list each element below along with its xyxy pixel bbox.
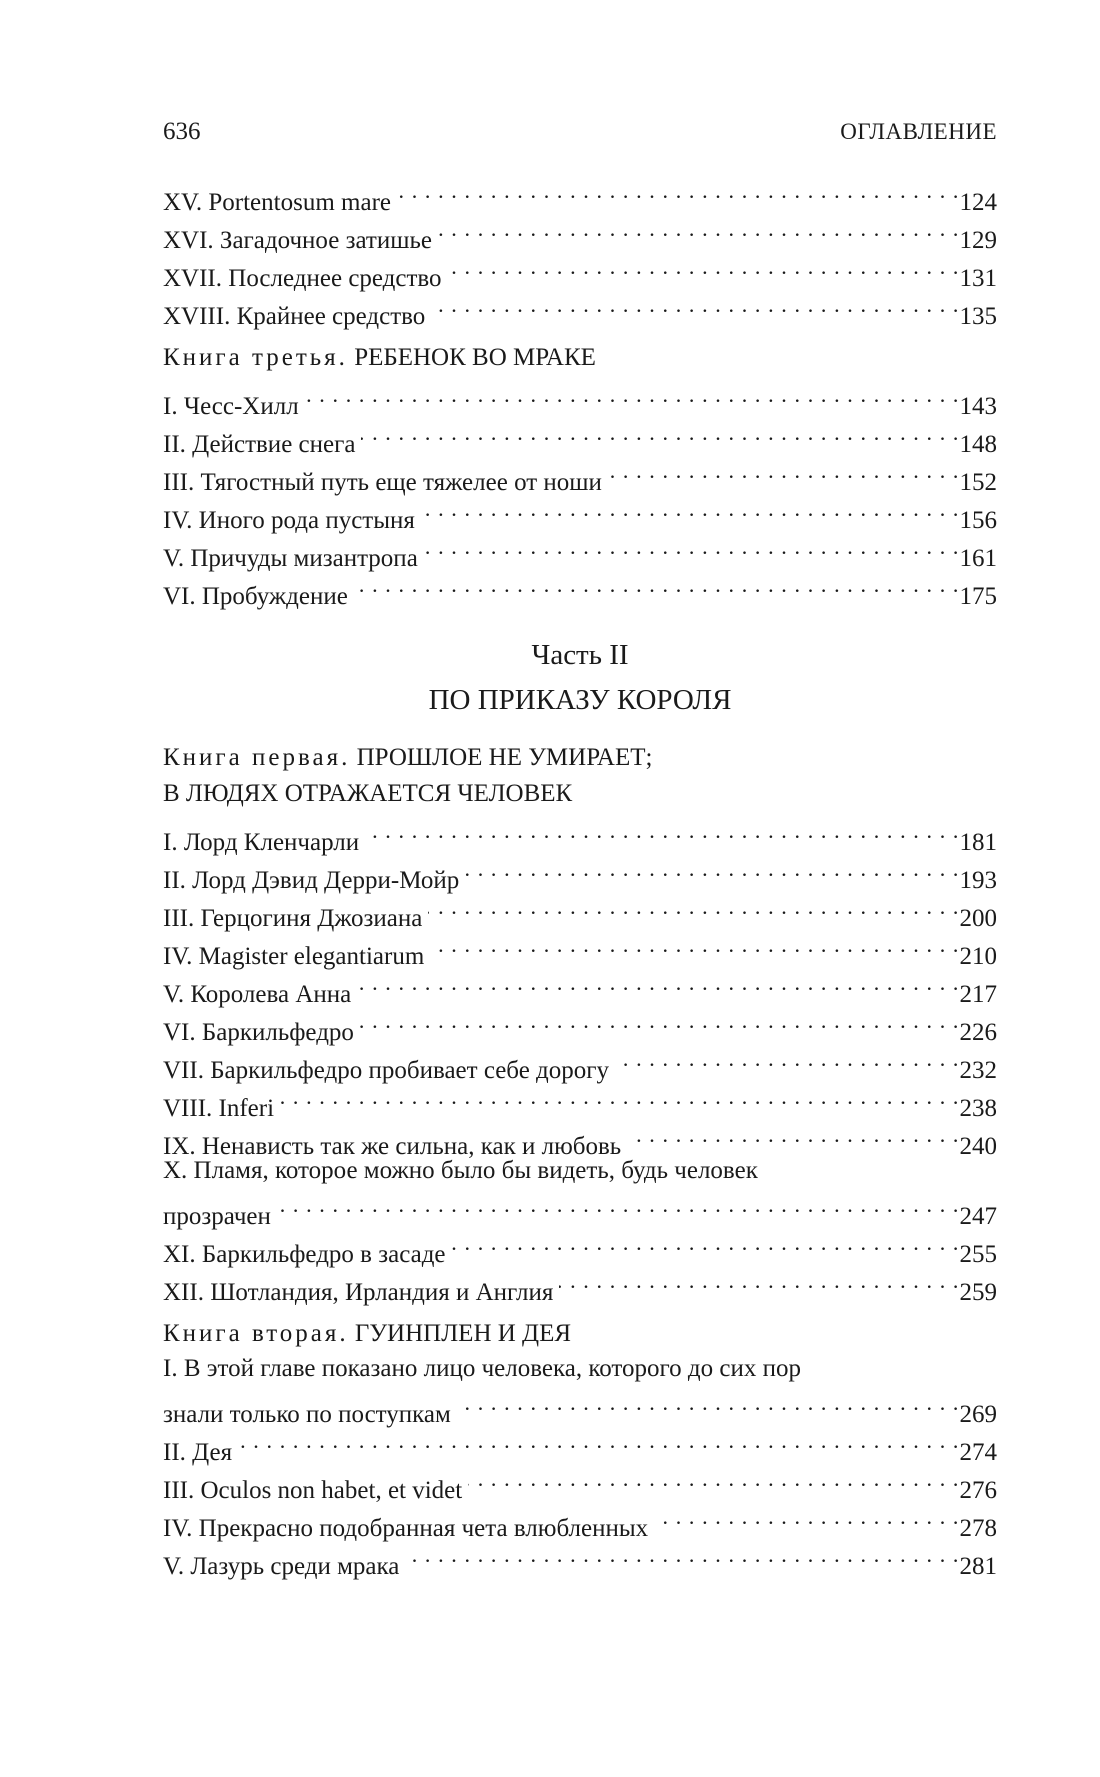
toc-entry-label: III. Герцогиня Джозиана [163, 905, 423, 932]
toc-entry-multiline [163, 1154, 997, 1230]
toc-entry-page: 226 [959, 1019, 997, 1046]
dot-leader [365, 812, 959, 850]
toc-entry-label: VI. Пробуждение [163, 583, 348, 610]
toc-entry-label: V. Причуды мизантропа [163, 545, 418, 572]
toc-entry-label: VI. Баркильфедро [163, 1019, 354, 1046]
toc-entry-label: I. Лорд Кленчарли [163, 829, 360, 856]
toc-entry-page: 193 [959, 867, 997, 894]
dot-leader [238, 1422, 959, 1460]
toc-entry-label-line1: X. Пламя, которое можно было бы видеть, будь человек [163, 1157, 758, 1184]
toc-entry-page: 259 [959, 1279, 997, 1306]
dot-leader [448, 248, 960, 286]
toc-entry-label: V. Королева Анна [163, 981, 352, 1008]
toc-book-one [163, 740, 997, 1306]
toc-entry-label: XVII. Последнее средство [163, 265, 442, 292]
dot-leader [428, 888, 959, 926]
toc-entry-label: IV. Magister elegantiarum [163, 943, 425, 970]
toc-entry-page: 175 [959, 583, 997, 610]
toc-entry-label: V. Лазурь среди мрака [163, 1553, 400, 1580]
toc-entry [163, 1116, 997, 1160]
toc-entry-page: 232 [959, 1057, 997, 1084]
dot-leader [424, 528, 960, 566]
page-number: 636 [163, 118, 201, 145]
dot-leader [457, 1384, 960, 1422]
toc-book-three [163, 340, 997, 610]
toc-entry [163, 376, 997, 420]
dot-leader [559, 1262, 959, 1300]
toc-entry-page: 124 [959, 189, 997, 216]
book-heading [163, 340, 997, 376]
running-head [163, 118, 997, 152]
part-heading [163, 634, 997, 722]
toc-entry [163, 1460, 997, 1504]
toc-entry-label: IV. Иного рода пустыня [163, 507, 415, 534]
toc-entry-label: XII. Шотландия, Ирландия и Англия [163, 1279, 554, 1306]
book-title-line1: ПРОШЛОЕ НЕ УМИРАЕТ; [356, 744, 653, 771]
toc-entry-label-line1: I. В этой главе показано лицо человека, которого до сих пор [163, 1355, 801, 1382]
dot-leader [361, 414, 959, 452]
toc-entry [163, 1186, 997, 1230]
toc-entry [163, 1078, 997, 1122]
dot-leader [421, 490, 960, 528]
dot-leader [405, 1536, 959, 1574]
book-word: Книга вторая. [163, 1320, 349, 1347]
dot-leader [465, 850, 959, 888]
part-title: ПО ПРИКАЗУ КОРОЛЯ [428, 684, 732, 716]
dot-leader [608, 452, 960, 490]
toc-entry-page: 152 [959, 469, 997, 496]
toc-entry-page: 148 [959, 431, 997, 458]
toc-entry-page: 247 [959, 1203, 997, 1230]
toc-entry-label: II. Дея [163, 1439, 233, 1466]
toc-entry-page: 274 [959, 1439, 997, 1466]
dot-leader [277, 1186, 960, 1224]
dot-leader [431, 286, 959, 324]
toc-entry-label: III. Oculos non habet, et videt [163, 1477, 463, 1504]
toc-entry-page: 281 [959, 1553, 997, 1580]
toc-entry-page: 131 [959, 265, 997, 292]
toc-entry [163, 812, 997, 856]
dot-leader [452, 1224, 960, 1262]
dot-leader [397, 172, 960, 210]
toc-section-continued [163, 172, 997, 330]
book-title-line2: В ЛЮДЯХ ОТРАЖАЕТСЯ ЧЕЛОВЕК [163, 780, 573, 807]
toc-entry-page: 210 [959, 943, 997, 970]
book-title: ГУИНПЛЕН И ДЕЯ [354, 1320, 572, 1347]
toc-entry-label: II. Действие снега [163, 431, 356, 458]
book-word: Книга третья. [163, 344, 348, 371]
toc-entry-label: XVI. Загадочное затишье [163, 227, 432, 254]
toc-entry-label: прозрачен [163, 1203, 271, 1230]
toc-entry [163, 1384, 997, 1428]
toc-entry-page: 278 [959, 1515, 997, 1542]
toc-entry [163, 172, 997, 216]
toc-entry-label: XI. Баркильфедро в засаде [163, 1241, 446, 1268]
dot-leader [654, 1498, 959, 1536]
toc-entry-label: VII. Баркильфедро пробивает себе дорогу [163, 1057, 610, 1084]
dot-leader [357, 964, 959, 1002]
toc-entry-page: 129 [959, 227, 997, 254]
toc-entry-label: знали только по поступкам [163, 1401, 451, 1428]
running-title: ОГЛАВЛЕНИЕ [840, 119, 997, 144]
book-heading [163, 740, 997, 812]
toc-entry-label: XV. Portentosum mare [163, 189, 391, 216]
book-word: Книга первая. [163, 744, 351, 771]
dot-leader [305, 376, 960, 414]
toc-entry-label: III. Тягостный путь еще тяжелее от ноши [163, 469, 602, 496]
toc-entry-label: IV. Прекрасно подобранная чета влюбленных [163, 1515, 649, 1542]
toc-entry-multiline [163, 1352, 997, 1428]
toc-entry-label: XVIII. Крайнее средство [163, 303, 426, 330]
dot-leader [360, 1002, 960, 1040]
toc-entry-page: 240 [959, 1133, 997, 1160]
dot-leader [615, 1040, 959, 1078]
dot-leader [627, 1116, 959, 1154]
toc-entry-label: II. Лорд Дэвид Дерри-Мойр [163, 867, 460, 894]
dot-leader [468, 1460, 959, 1498]
toc-entry-page: 217 [959, 981, 997, 1008]
dot-leader [438, 210, 960, 248]
toc-entry-label: IX. Ненависть так же сильна, как и любовь [163, 1133, 622, 1160]
toc-page [163, 118, 997, 1580]
toc-entry-page: 255 [959, 1241, 997, 1268]
toc-entry-page: 143 [959, 393, 997, 420]
toc-book-two [163, 1316, 997, 1580]
part-number: Часть II [531, 639, 629, 671]
toc-entry-page: 238 [959, 1095, 997, 1122]
toc-entry-page: 161 [959, 545, 997, 572]
toc-entry-label: I. Чесс-Хилл [163, 393, 299, 420]
toc-entry-page: 135 [959, 303, 997, 330]
dot-leader [430, 926, 959, 964]
book-title: РЕБЕНОК ВО МРАКЕ [354, 344, 596, 371]
dot-leader [354, 566, 960, 604]
toc-entry [163, 1224, 997, 1268]
toc-entry-page: 156 [959, 507, 997, 534]
toc-entry-label: VIII. Inferi [163, 1095, 275, 1122]
toc-entry-page: 181 [959, 829, 997, 856]
toc-entry [163, 1422, 997, 1466]
toc-entry-page: 276 [959, 1477, 997, 1504]
toc-entry-page: 269 [959, 1401, 997, 1428]
book-heading [163, 1316, 997, 1352]
dot-leader [280, 1078, 959, 1116]
toc-entry-page: 200 [959, 905, 997, 932]
